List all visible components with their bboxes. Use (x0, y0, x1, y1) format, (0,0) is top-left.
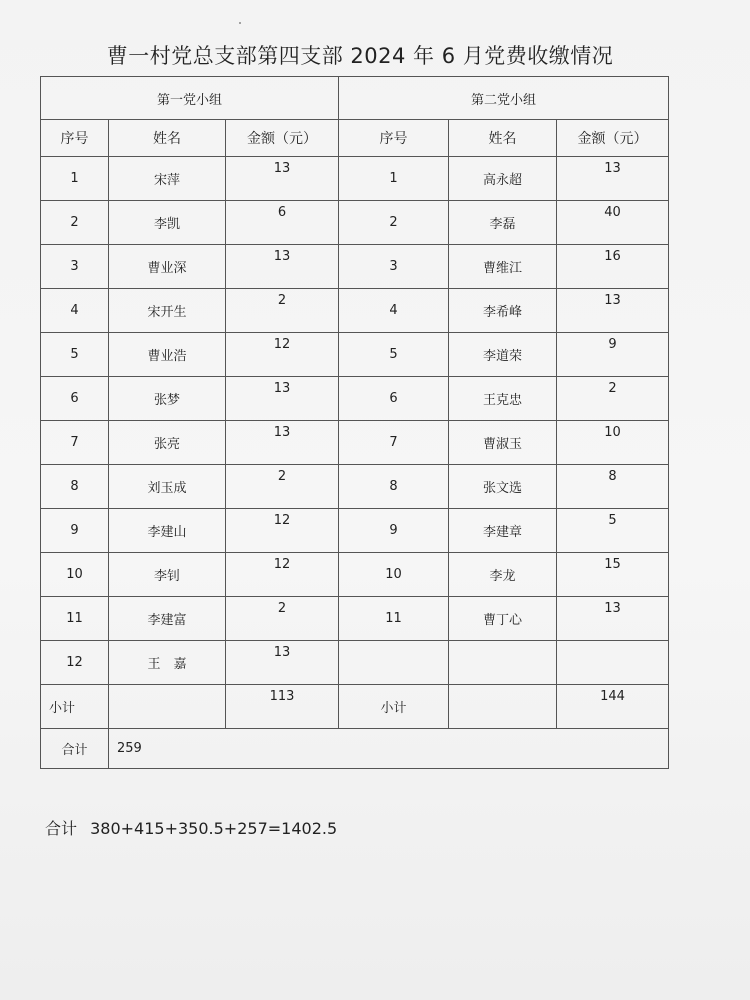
table-row (41, 553, 669, 597)
name-cell: 刘玉成 (109, 465, 226, 509)
amount-cell: 6 (226, 201, 339, 245)
col-name-1: 姓名 (109, 120, 226, 157)
seq-cell: 7 (339, 421, 449, 465)
name-cell: 高永超 (449, 157, 557, 201)
table-row (41, 509, 669, 553)
amount-cell: 13 (557, 597, 669, 641)
seq-cell: 2 (41, 201, 109, 245)
seq-cell: 1 (41, 157, 109, 201)
amount-cell: 13 (226, 641, 339, 685)
col-name-2: 姓名 (449, 120, 557, 157)
table-row (41, 157, 669, 201)
amount-cell: 13 (557, 157, 669, 201)
amount-cell: 40 (557, 201, 669, 245)
name-cell (449, 641, 557, 685)
amount-cell (557, 641, 669, 685)
page-title: 曹一村党总支部第四支部 2024 年 6 月党费收缴情况 (106, 44, 614, 68)
seq-cell: 4 (41, 289, 109, 333)
amount-cell: 15 (557, 553, 669, 597)
col-amount-2: 金额（元） (557, 120, 669, 157)
dues-table-body (41, 77, 669, 769)
name-cell: 李建章 (449, 509, 557, 553)
table-row (41, 289, 669, 333)
amount-cell: 10 (557, 421, 669, 465)
name-cell: 宋开生 (109, 289, 226, 333)
subtotal-row (41, 685, 669, 729)
seq-cell: 3 (339, 245, 449, 289)
amount-cell: 2 (226, 597, 339, 641)
name-cell: 李建富 (109, 597, 226, 641)
amount-cell: 13 (557, 289, 669, 333)
group1-header: 第一党小组 (41, 77, 339, 120)
amount-cell: 16 (557, 245, 669, 289)
amount-cell: 12 (226, 333, 339, 377)
subtotal-value-1: 113 (226, 685, 339, 729)
col-seq-1: 序号 (41, 120, 109, 157)
table-row (41, 201, 669, 245)
table-row (41, 641, 669, 685)
name-cell: 曹维江 (449, 245, 557, 289)
seq-cell: 8 (41, 465, 109, 509)
name-cell: 李希峰 (449, 289, 557, 333)
table-row (41, 465, 669, 509)
seq-cell (339, 641, 449, 685)
seq-cell: 11 (339, 597, 449, 641)
table-row (41, 421, 669, 465)
name-cell: 李磊 (449, 201, 557, 245)
total-label: 合计 (41, 729, 109, 769)
name-cell: 张梦 (109, 377, 226, 421)
subtotal-empty-1 (109, 685, 226, 729)
group-header-row (41, 77, 669, 120)
seq-cell: 10 (41, 553, 109, 597)
seq-cell: 6 (339, 377, 449, 421)
amount-cell: 12 (226, 509, 339, 553)
amount-cell: 13 (226, 245, 339, 289)
name-cell: 张文选 (449, 465, 557, 509)
table-row (41, 333, 669, 377)
subtotal-value-2: 144 (557, 685, 669, 729)
seq-cell: 6 (41, 377, 109, 421)
column-header-row (41, 120, 669, 157)
dues-table (40, 76, 669, 769)
amount-cell: 2 (557, 377, 669, 421)
name-cell: 李建山 (109, 509, 226, 553)
name-cell: 曹业浩 (109, 333, 226, 377)
grand-total-formula: 380+415+350.5+257=1402.5 (90, 819, 338, 838)
seq-cell: 8 (339, 465, 449, 509)
amount-cell: 13 (226, 157, 339, 201)
name-cell: 曹淑玉 (449, 421, 557, 465)
amount-cell: 8 (557, 465, 669, 509)
seq-cell: 1 (339, 157, 449, 201)
seq-cell: 5 (41, 333, 109, 377)
col-seq-2: 序号 (339, 120, 449, 157)
table-row (41, 245, 669, 289)
name-cell: 宋萍 (109, 157, 226, 201)
name-cell: 曹业深 (109, 245, 226, 289)
name-cell: 李道荣 (449, 333, 557, 377)
name-cell: 李凯 (109, 201, 226, 245)
col-amount-1: 金额（元） (226, 120, 339, 157)
seq-cell: 5 (339, 333, 449, 377)
total-value: 259 (109, 729, 669, 769)
total-row (41, 729, 669, 769)
amount-cell: 5 (557, 509, 669, 553)
name-cell: 张亮 (109, 421, 226, 465)
grand-total-line (45, 816, 337, 839)
table-row (41, 377, 669, 421)
grand-total-label: 合计 (45, 819, 78, 838)
amount-cell: 9 (557, 333, 669, 377)
amount-cell: 2 (226, 465, 339, 509)
seq-cell: 9 (41, 509, 109, 553)
seq-cell: 3 (41, 245, 109, 289)
paper-speck (239, 22, 241, 24)
table-row (41, 597, 669, 641)
seq-cell: 4 (339, 289, 449, 333)
name-cell: 王 嘉 (109, 641, 226, 685)
name-cell: 王克忠 (449, 377, 557, 421)
name-cell: 李钊 (109, 553, 226, 597)
seq-cell: 12 (41, 641, 109, 685)
subtotal-empty-2 (449, 685, 557, 729)
subtotal-label-1: 小计 (41, 685, 109, 729)
seq-cell: 9 (339, 509, 449, 553)
amount-cell: 13 (226, 421, 339, 465)
seq-cell: 11 (41, 597, 109, 641)
amount-cell: 13 (226, 377, 339, 421)
subtotal-label-2: 小计 (339, 685, 449, 729)
amount-cell: 12 (226, 553, 339, 597)
seq-cell: 7 (41, 421, 109, 465)
name-cell: 李龙 (449, 553, 557, 597)
group2-header: 第二党小组 (339, 77, 669, 120)
seq-cell: 10 (339, 553, 449, 597)
amount-cell: 2 (226, 289, 339, 333)
name-cell: 曹丁心 (449, 597, 557, 641)
seq-cell: 2 (339, 201, 449, 245)
